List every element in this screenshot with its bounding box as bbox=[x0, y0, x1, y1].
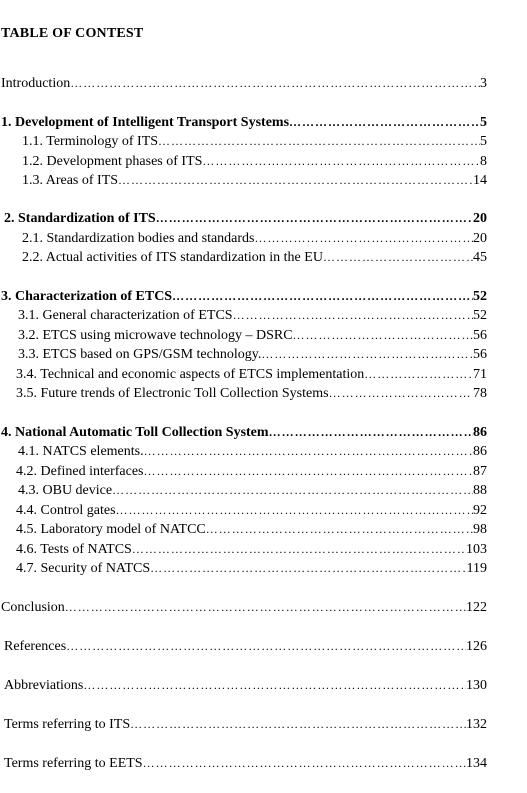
toc-section-1-1[interactable] bbox=[22, 131, 487, 151]
toc-chapter-3[interactable] bbox=[1, 286, 487, 306]
toc-entry-page: 122 bbox=[466, 600, 487, 615]
toc-entry-page: 126 bbox=[466, 639, 487, 654]
dot-leader bbox=[66, 636, 466, 656]
dot-leader bbox=[289, 112, 480, 132]
toc-section-2-2[interactable] bbox=[22, 247, 487, 267]
toc-entry-page: 88 bbox=[473, 483, 487, 498]
toc-entry-page: 92 bbox=[473, 503, 487, 518]
toc-section-3-2[interactable] bbox=[18, 325, 487, 345]
toc-entry-page: 52 bbox=[473, 308, 487, 323]
dot-leader bbox=[65, 597, 466, 617]
toc-section-4-1[interactable] bbox=[18, 441, 487, 461]
toc-entry-page: 5 bbox=[480, 134, 487, 149]
toc-section-4-6[interactable] bbox=[16, 539, 487, 559]
toc-entry-label: 4.7. Security of NATCS bbox=[16, 561, 151, 576]
toc-section-2-1[interactable] bbox=[22, 228, 487, 248]
toc-entry-page: 8 bbox=[480, 154, 487, 169]
toc-chapter-2[interactable] bbox=[4, 208, 487, 228]
toc-entry-page: 119 bbox=[466, 561, 487, 576]
toc-entry-page: 56 bbox=[473, 328, 487, 343]
dot-leader bbox=[132, 539, 466, 559]
toc-entry-label: 3.5. Future trends of Electronic Toll Collection Systems bbox=[16, 386, 329, 401]
toc-entry-label: 2. Standardization of ITS bbox=[4, 211, 156, 226]
toc-entry-page: 134 bbox=[466, 756, 487, 771]
toc-entry-conclusion[interactable] bbox=[1, 597, 487, 617]
dot-leader bbox=[112, 480, 473, 500]
toc-entry-introduction[interactable] bbox=[1, 73, 487, 93]
toc-entry-page: 103 bbox=[466, 542, 487, 557]
toc-entry-page: 14 bbox=[473, 173, 487, 188]
toc-entry-page: 86 bbox=[473, 425, 487, 440]
toc-entry-label: 3.1. General characterization of ETCS bbox=[18, 308, 233, 323]
toc-entry-label: 1. Development of Intelligent Transport Systems bbox=[1, 115, 290, 130]
toc-entry-label: 1.2. Development phases of ITS bbox=[22, 154, 203, 169]
dot-leader bbox=[70, 73, 480, 93]
dot-leader bbox=[144, 441, 473, 461]
toc-title: TABLE OF CONTEST bbox=[1, 26, 144, 41]
dot-leader bbox=[206, 519, 473, 539]
toc-entry-page: 130 bbox=[466, 678, 487, 693]
toc-entry-label: 1.3. Areas of ITS bbox=[22, 173, 119, 188]
toc-entry-page: 5 bbox=[480, 115, 487, 130]
toc-entry-label: 4.5. Laboratory model of NATCC bbox=[16, 522, 206, 537]
dot-leader bbox=[150, 558, 466, 578]
toc-entry-page: 86 bbox=[473, 444, 487, 459]
dot-leader bbox=[323, 247, 473, 267]
toc-entry-label: Introduction bbox=[1, 76, 71, 91]
toc-section-1-3[interactable] bbox=[22, 170, 487, 190]
dot-leader bbox=[156, 208, 473, 228]
toc-section-4-3[interactable] bbox=[18, 480, 487, 500]
dot-leader bbox=[233, 305, 473, 325]
dot-leader bbox=[83, 675, 466, 695]
toc-entry-label: 4.3. OBU device bbox=[18, 483, 113, 498]
dot-leader bbox=[158, 131, 480, 151]
toc-entry-page: 78 bbox=[473, 386, 487, 401]
toc-entry-page: 71 bbox=[473, 367, 487, 382]
toc-entry-label: 4.1. NATCS elements. bbox=[18, 444, 144, 459]
toc-entry-label: 4.4. Control gates bbox=[16, 503, 116, 518]
toc-chapter-4[interactable] bbox=[1, 422, 487, 442]
dot-leader bbox=[118, 170, 473, 190]
toc-section-4-5[interactable] bbox=[16, 519, 487, 539]
toc-entry-label: Terms referring to ITS bbox=[4, 717, 131, 732]
dot-leader bbox=[143, 753, 466, 773]
toc-entry-label: 3.2. ETCS using microwave technology – DSRC bbox=[18, 328, 293, 343]
toc-entry-label: 2.2. Actual activities of ITS standardization in the EU bbox=[22, 250, 323, 265]
toc-entry-page: 20 bbox=[473, 211, 487, 226]
toc-entry-abbreviations[interactable] bbox=[4, 675, 487, 695]
dot-leader bbox=[202, 151, 480, 171]
dot-leader bbox=[293, 325, 473, 345]
toc-entry-label: Abbreviations bbox=[4, 678, 84, 693]
dot-leader bbox=[116, 500, 473, 520]
toc-entry-label: Terms referring to EETS bbox=[4, 756, 143, 771]
toc-section-4-7[interactable] bbox=[16, 558, 487, 578]
toc-section-3-4[interactable] bbox=[16, 364, 487, 384]
toc-section-3-5[interactable] bbox=[16, 383, 487, 403]
dot-leader bbox=[329, 383, 473, 403]
toc-chapter-1[interactable] bbox=[1, 112, 487, 132]
toc-section-3-1[interactable] bbox=[18, 305, 487, 325]
toc-entry-page: 45 bbox=[473, 250, 487, 265]
dot-leader bbox=[269, 422, 473, 442]
toc-entry-page: 56 bbox=[473, 347, 487, 362]
dot-leader bbox=[172, 286, 473, 306]
toc-entry-label: 3.3. ETCS based on GPS/GSM technology. bbox=[18, 347, 262, 362]
toc-entry-label: 4. National Automatic Toll Collection System bbox=[1, 425, 269, 440]
toc-entry-page: 98 bbox=[473, 522, 487, 537]
toc-section-1-2[interactable] bbox=[22, 151, 487, 171]
toc-entry-page: 3 bbox=[480, 76, 487, 91]
toc-entry-page: 132 bbox=[466, 717, 487, 732]
toc-section-3-3[interactable] bbox=[18, 344, 487, 364]
toc-entry-terms-its[interactable] bbox=[4, 714, 487, 734]
toc-entry-label: References bbox=[4, 639, 67, 654]
toc-entry-label: Conclusion bbox=[1, 600, 65, 615]
toc-entry-label: 1.1. Terminology of ITS bbox=[22, 134, 159, 149]
toc-entry-label: 4.2. Defined interfaces bbox=[16, 464, 144, 479]
toc-entry-references[interactable] bbox=[4, 636, 487, 656]
dot-leader bbox=[364, 364, 473, 384]
toc-section-4-4[interactable] bbox=[16, 500, 487, 520]
dot-leader bbox=[261, 344, 473, 364]
toc-entry-label: 4.6. Tests of NATCS bbox=[16, 542, 132, 557]
toc-entry-terms-eets[interactable] bbox=[4, 753, 487, 773]
dot-leader bbox=[144, 461, 474, 481]
toc-entry-label: 3.4. Technical and economic aspects of ETCS implementation bbox=[16, 367, 365, 382]
toc-entry-page: 87 bbox=[473, 464, 487, 479]
toc-entry-page: 20 bbox=[473, 231, 487, 246]
toc-entry-page: 52 bbox=[473, 289, 487, 304]
dot-leader bbox=[130, 714, 466, 734]
toc-section-4-2[interactable] bbox=[16, 461, 487, 481]
toc-entry-label: 2.1. Standardization bodies and standards bbox=[22, 231, 255, 246]
dot-leader bbox=[255, 228, 473, 248]
toc-entry-label: 3. Characterization of ETCS bbox=[1, 289, 173, 304]
